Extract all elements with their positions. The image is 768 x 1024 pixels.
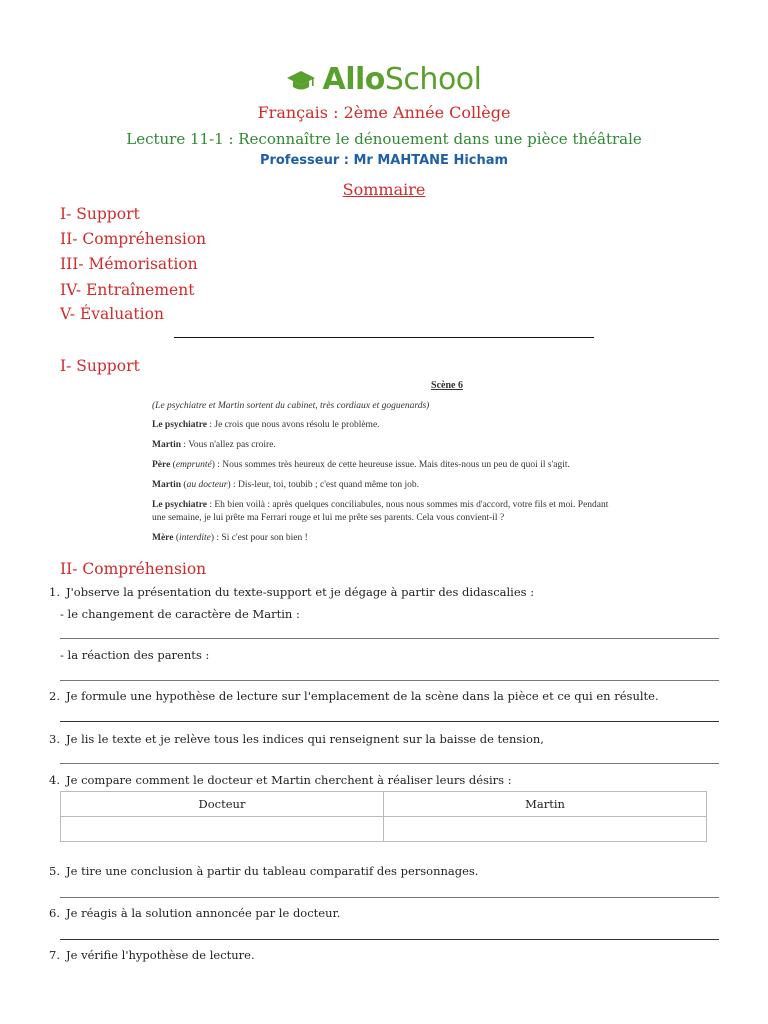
sommaire-heading: Sommaire — [342, 180, 426, 199]
answer-line[interactable] — [60, 638, 719, 639]
question-1: 1. J'observe la présentation du texte-support et je dégage à partir des didascalies : — [49, 585, 535, 599]
table-cell-martin[interactable] — [384, 817, 707, 842]
table-cell-docteur[interactable] — [61, 817, 384, 842]
answer-line[interactable] — [60, 721, 719, 722]
toc-item-comprehension: II- Compréhension — [60, 230, 207, 248]
professor-name: Professeur : Mr MAHTANE Hicham — [259, 153, 509, 168]
dialogue-line: Martin : Vous n'allez pas croire. — [152, 440, 276, 450]
dialogue-line: Le psychiatre : Je crois que nous avons résolu le problème. — [152, 420, 380, 430]
question-5: 5. Je tire une conclusion à partir du tableau comparatif des personnages. — [49, 864, 479, 878]
table-header-docteur: Docteur — [61, 792, 384, 817]
answer-line[interactable] — [60, 763, 719, 764]
table-header-martin: Martin — [384, 792, 707, 817]
toc-item-evaluation: V- Évaluation — [60, 305, 164, 323]
dialogue-line: Le psychiatre : Eh bien voilà : après quelques conciliabules, nous nous sommes mis d'accord, votre fils et moi. Pendant une semaine, je lui prête ma Ferrari rouge et lui me prête ses parents. Cela vous convient-il ? — [152, 500, 609, 523]
question-1b: - la réaction des parents : — [60, 648, 210, 662]
question-2: 2. Je formule une hypothèse de lecture sur l'emplacement de la scène dans la pièce et ce qui en résulte. — [49, 689, 659, 703]
question-4: 4. Je compare comment le docteur et Martin cherchent à réaliser leurs désirs : — [49, 773, 512, 787]
answer-line[interactable] — [60, 897, 719, 898]
toc-item-support: I- Support — [60, 205, 140, 223]
dialogue-line: Père (emprunté) : Nous sommes très heureux de cette heureuse issue. Mais dites-nous un peu de quoi il s'agit. — [152, 460, 570, 470]
question-3: 3. Je lis le texte et je relève tous les indices qui renseignent sur la baisse de tension, — [49, 732, 544, 746]
answer-line[interactable] — [60, 680, 719, 681]
question-7: 7. Je vérifie l'hypothèse de lecture. — [49, 948, 255, 962]
scene-title: Scène 6 — [431, 380, 463, 391]
alloschool-logo — [0, 62, 768, 97]
comparison-table — [60, 791, 707, 842]
toc-item-entrainement: IV- Entraînement — [60, 281, 195, 299]
scene-excerpt — [152, 380, 622, 543]
stage-direction: (Le psychiatre et Martin sortent du cabinet, très cordiaux et goguenards) — [152, 401, 430, 411]
graduation-cap-icon — [286, 68, 316, 92]
lesson-subtitle: Lecture 11-1 : Reconnaître le dénouement dans une pièce théâtrale — [126, 130, 642, 148]
section-divider — [174, 337, 594, 338]
question-6: 6. Je réagis à la solution annoncée par le docteur. — [49, 906, 341, 920]
logo-text: AlloSchool — [322, 62, 482, 97]
page-title: Français : 2ème Année Collège — [257, 103, 511, 122]
answer-line[interactable] — [60, 939, 719, 940]
support-heading: I- Support — [60, 357, 140, 375]
dialogue-line: Martin (au docteur) : Dis-leur, toi, toubib ; c'est quand même ton job. — [152, 480, 420, 490]
question-1a: - le changement de caractère de Martin : — [60, 607, 300, 621]
dialogue-line: Mère (interdite) : Si c'est pour son bien ! — [152, 533, 308, 543]
toc-item-memorisation: III- Mémorisation — [60, 255, 198, 273]
comprehension-heading: II- Compréhension — [60, 560, 207, 578]
